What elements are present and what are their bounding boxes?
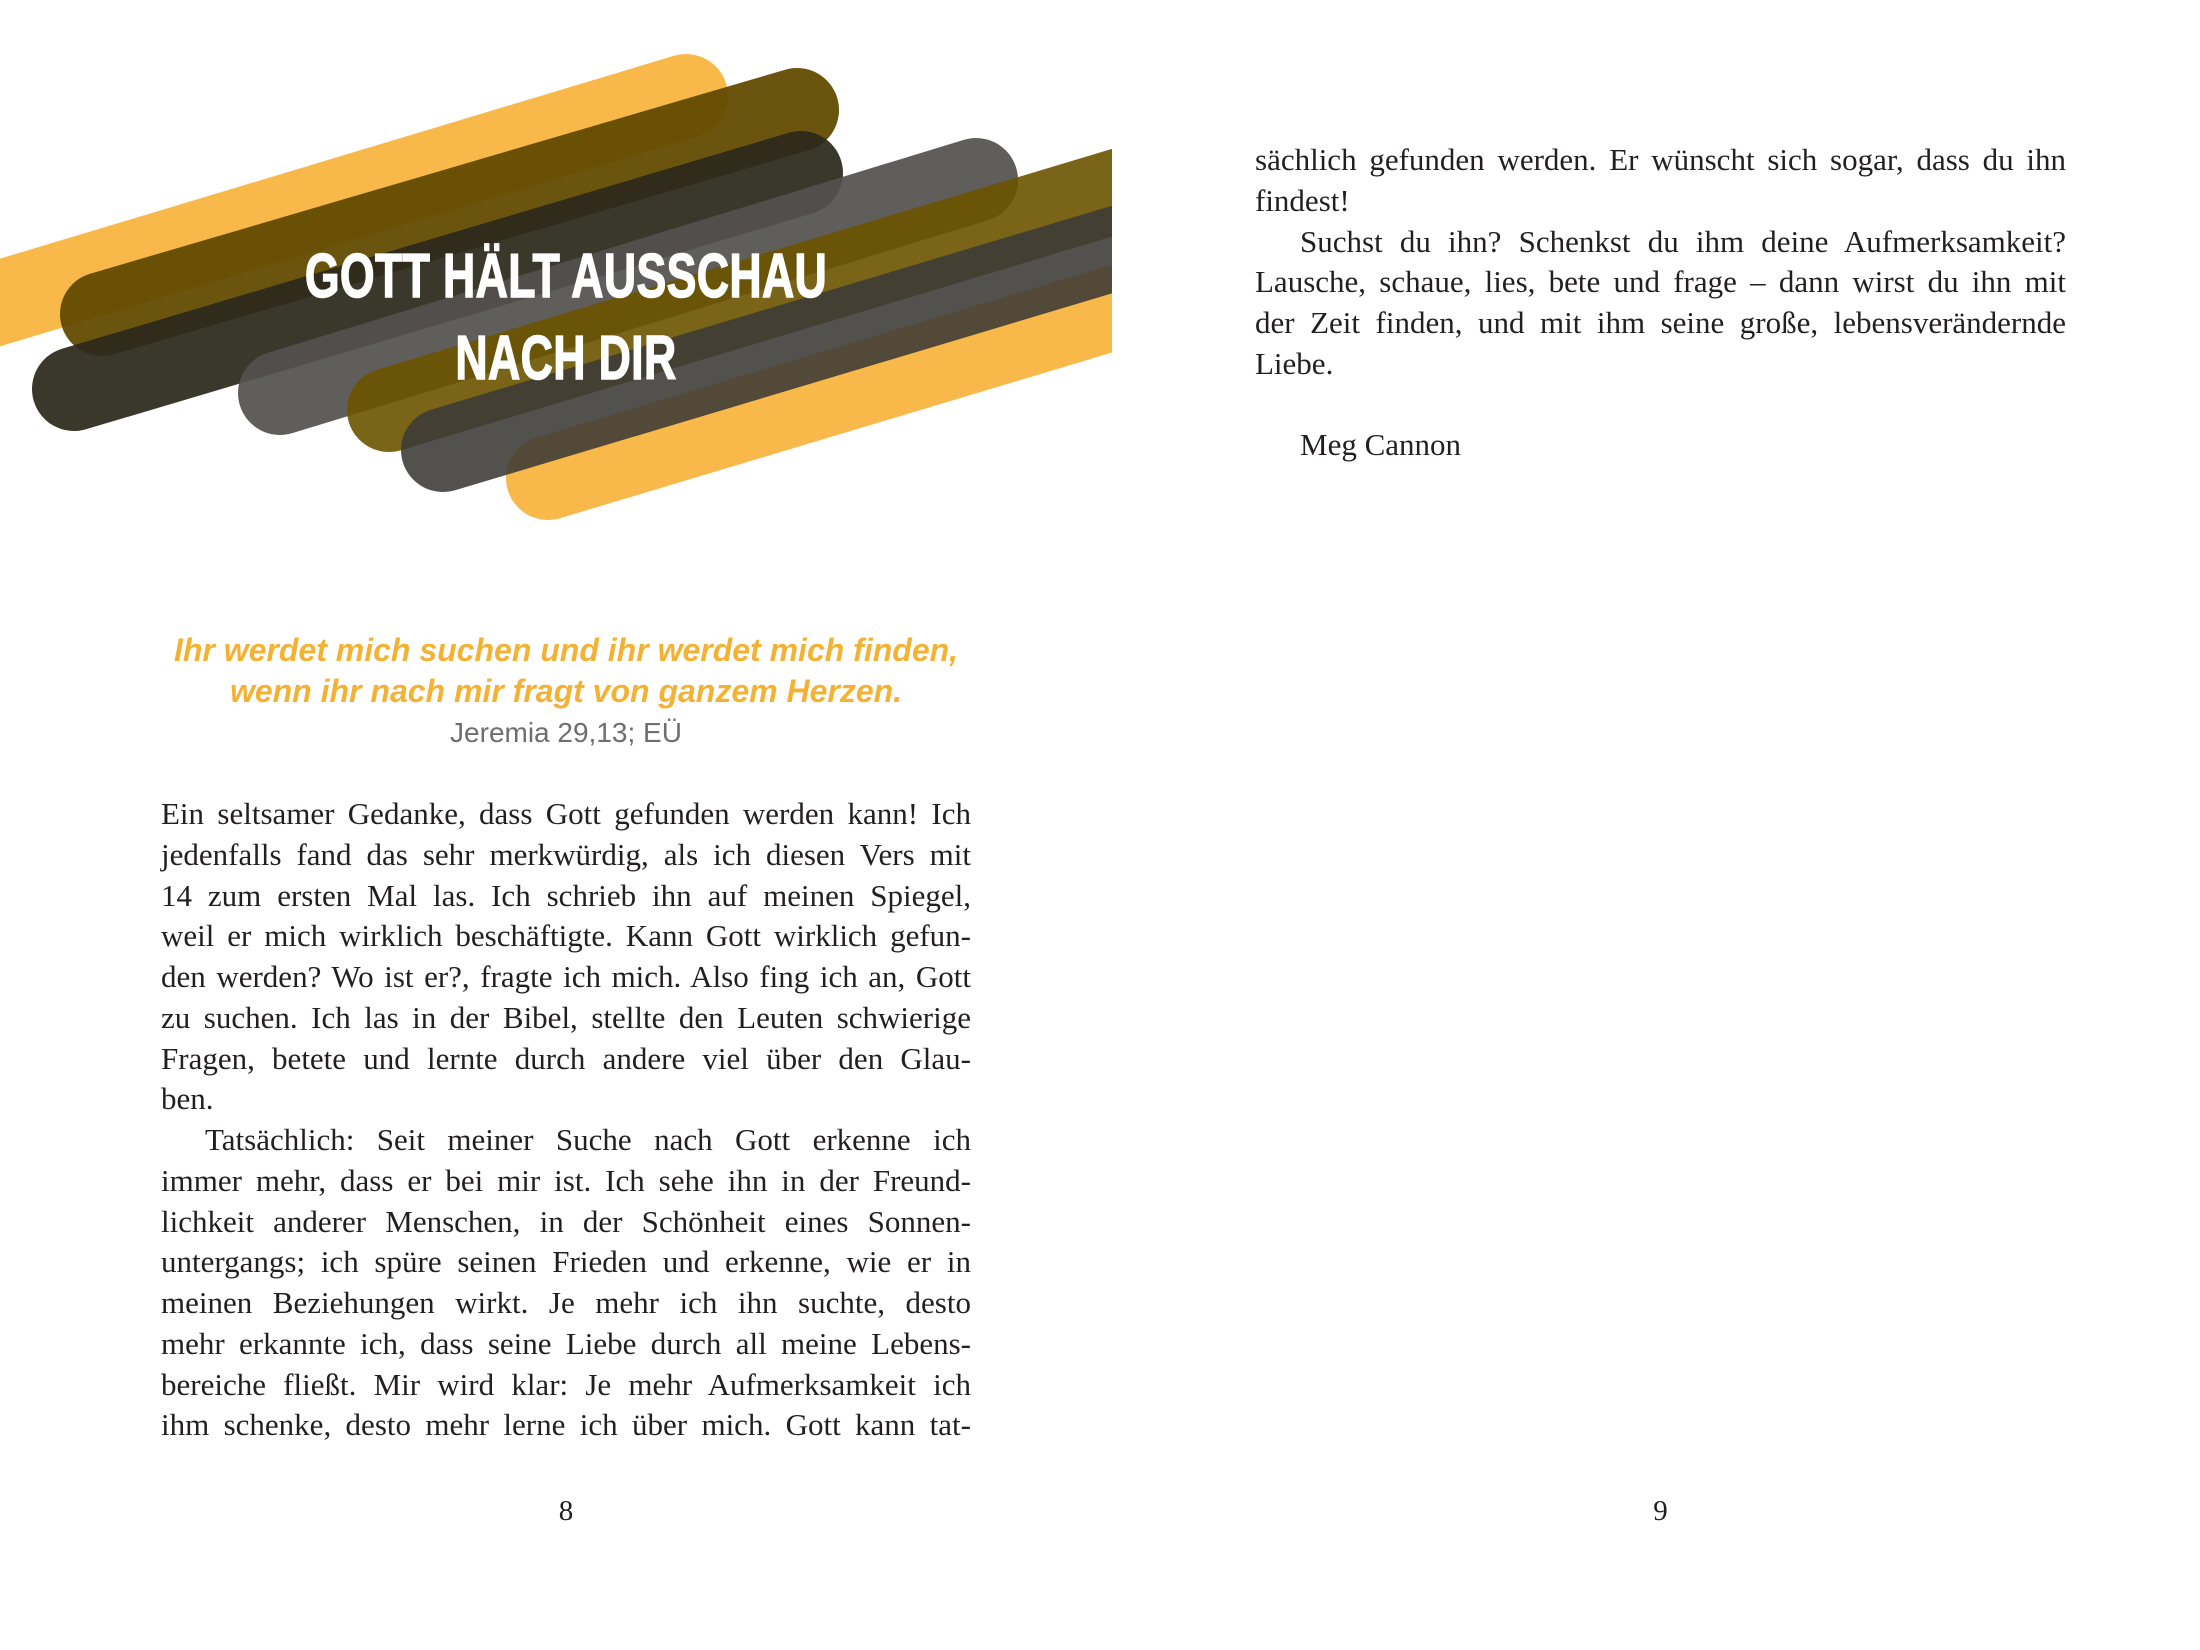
body-line: meinen Beziehungen wirkt. Je mehr ich ihn suchte, desto xyxy=(161,1285,971,1320)
chapter-title-line: NACH DIR xyxy=(455,324,677,393)
body-line: der Zeit finden, und mit ihm seine große, lebensverändernde xyxy=(1255,305,2066,340)
verse-reference: Jeremia 29,13; EÜ xyxy=(450,717,682,748)
body-line: Tatsächlich: Seit meiner Suche nach Gott erkenne ich xyxy=(205,1122,971,1157)
body-line: ihm schenke, desto mehr lerne ich über mich. Gott kann tat- xyxy=(161,1407,971,1443)
body-line: mehr erkannte ich, dass seine Liebe durch all meine Lebens- xyxy=(161,1325,971,1361)
body-line: weil er mich wirklich beschäftigte. Kann Gott wirklich gefun- xyxy=(161,918,971,954)
body-line: den werden? Wo ist er?, fragte ich mich. Also fing ich an, Gott xyxy=(161,959,971,994)
verse-line: wenn ihr nach mir fragt von ganzem Herzen. xyxy=(229,673,903,709)
bible-verse xyxy=(161,630,971,753)
body-line: Suchst du ihn? Schenkst du ihm deine Aufmerksamkeit? xyxy=(1300,223,2066,259)
chapter-title-line: GOTT HÄLT AUSSCHAU xyxy=(304,242,828,311)
body-line: Ein seltsamer Gedanke, dass Gott gefunden werden kann! Ich xyxy=(161,796,971,831)
paragraph xyxy=(161,794,971,1120)
body-line: zu suchen. Ich las in der Bibel, stellte den Leuten schwierige xyxy=(161,999,971,1035)
body-line: Liebe. xyxy=(1255,345,1334,381)
body-line: immer mehr, dass er bei mir ist. Ich sehe ihn in der Freund- xyxy=(161,1162,971,1198)
right-page-body xyxy=(1255,140,2066,466)
body-line: Lausche, schaue, lies, bete und frage – dann wirst du ihn mit xyxy=(1255,264,2066,300)
body-line: jedenfalls fand das sehr merkwürdig, als ich diesen Vers mit xyxy=(161,836,971,872)
paragraph xyxy=(1255,140,2066,222)
body-line: sächlich gefunden werden. Er wünscht sich sogar, dass du ihn xyxy=(1255,142,2066,177)
paragraph xyxy=(1255,222,2066,385)
body-line: lichkeit anderer Menschen, in der Schönheit eines Sonnen- xyxy=(161,1203,971,1239)
paragraph xyxy=(161,1120,971,1446)
body-line: untergangs; ich spüre seinen Frieden und erkenne, wie er in xyxy=(161,1244,971,1280)
author-signature: Meg Cannon xyxy=(1300,427,1462,463)
body-line: findest! xyxy=(1255,182,1350,218)
page-number-left: 8 xyxy=(558,1495,574,1527)
left-page-body xyxy=(161,794,971,1446)
page-number-right: 9 xyxy=(1653,1495,1668,1527)
spacer xyxy=(1255,385,2066,426)
body-line: bereiche fließt. Mir wird klar: Je mehr Aufmerksamkeit ich xyxy=(161,1366,971,1402)
body-line: 14 zum ersten Mal las. Ich schrieb ihn auf meinen Spiegel, xyxy=(161,877,971,913)
body-line: Fragen, betete und lernte durch andere viel über den Glau- xyxy=(161,1040,971,1076)
verse-line: Ihr werdet mich suchen und ihr werdet mich finden, xyxy=(173,632,959,668)
chapter-title xyxy=(158,236,973,400)
body-line: ben. xyxy=(161,1081,214,1117)
